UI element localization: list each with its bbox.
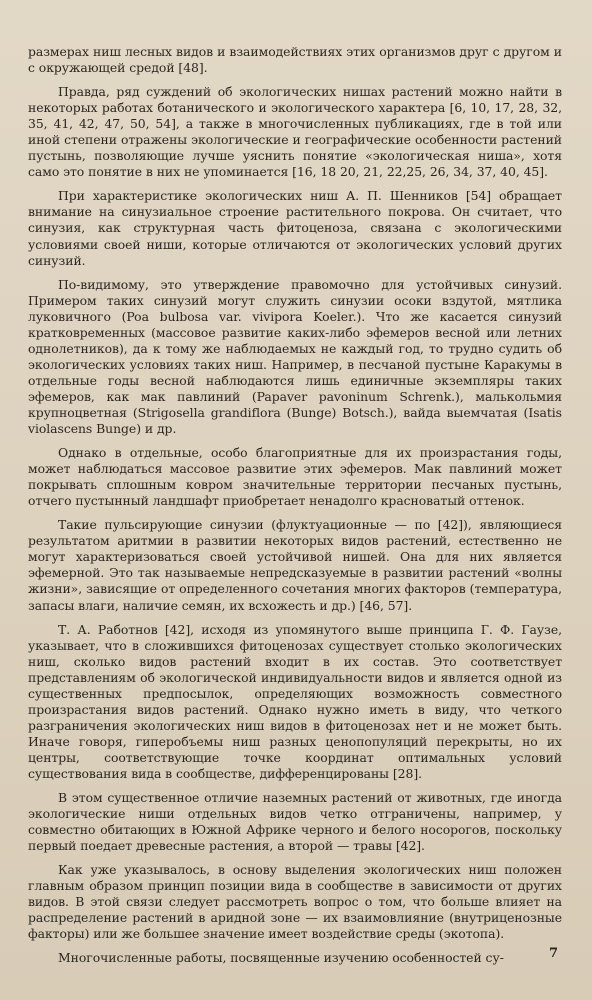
- page-number: 7: [548, 946, 558, 961]
- paragraph-3: При характеристике экологических ниш А. П. Шенников [54] обращает внимание на синузиальное строение растительного покрова. Он считает, что синузия, как структурная часть фитоценоза, связана с экологическими условиями своей ниши, которые отличаются от экологических условий других синузий.: [28, 188, 562, 268]
- paragraph-2: Правда, ряд суждений об экологических нишах растений можно найти в некоторых работах ботанического и экологического характера [6, 10, 17, 28, 32, 35, 41, 42, 47, 50, 54], а также в многочисленных публикациях, где в той или иной степени отражены экологические и географические особенности растений пустынь, позволяющие лучше уяснить понятие «экологическая ниша», хотя само это понятие в них не упоминается [16, 18 20, 21, 22,25, 26, 34, 37, 40, 45].: [28, 84, 562, 180]
- paragraph-8: В этом существенное отличие наземных растений от животных, где иногда экологические ниши отдельных видов четко отграничены, например, у совместно обитающих в Южной Африке черного и белого носорогов, поскольку первый поедает древесные растения, а второй — травы [42].: [28, 790, 562, 854]
- body-text: [28, 44, 562, 966]
- paragraph-1: размерах ниш лесных видов и взаимодействиях этих организмов друг с другом и с окружающей средой [48].: [28, 44, 562, 76]
- paragraph-9: Как уже указывалось, в основу выделения экологических ниш положен главным образом принцип позиции вида в сообществе в зависимости от других видов. В этой связи следует рассмотреть вопрос о том, что больше влияет на распределение растений в аридной зоне — их взаимовлияние (внутриценозные факторы) или же большее значение имеет воздействие среды (экотопа).: [28, 862, 562, 942]
- paragraph-6: Такие пульсирующие синузии (флуктуационные — по [42]), являющиеся результатом аритмии в развитии некоторых видов растений, естественно не могут характеризоваться своей устойчивой нишей. Она для них является эфемерной. Это так называемые непредсказуемые в развитии растений «волны жизни», зависящие от определенного сочетания многих факторов (температура, запасы влаги, наличие семян, их всхожесть и др.) [46, 57].: [28, 517, 562, 613]
- paragraph-10: Многочисленные работы, посвященные изучению особенностей су-: [58, 950, 504, 966]
- paragraph-5: Однако в отдельные, особо благоприятные для их произрастания годы, может наблюдаться массовое развитие этих эфемеров. Мак павлиний может покрывать сплошным ковром значительные территории песчаных пустынь, отчего пустынный ландшафт приобретает ненадолго красноватый оттенок.: [28, 445, 562, 509]
- paragraph-7: Т. А. Работнов [42], исходя из упомянутого выше принципа Г. Ф. Гаузе, указывает, что в сложившихся фитоценозах существует столько экологических ниш, сколько видов растений входит в их состав. Это соответствует представлениям об экологической индивидуальности видов и является одной из существенных предпосылок, определяющих возможность совместного произрастания видов растений. Однако нужно иметь в виду, что четкого разграничения экологических ниш видов в фитоценозах нет и не может быть. Иначе говоря, гиперобъемы ниш разных ценопопуляций перекрыты, но их центры, соответствующие точке координат оптимальных условий существования вида в сообществе, дифференцированы [28].: [28, 621, 562, 781]
- paragraph-4: По-видимому, это утверждение правомочно для устойчивых синузий. Примером таких синузий могут служить синузии осоки вздутой, мятлика луковичного (Poa bulbosa var. vivipora Koeler.). Что же касается синузий кратковременных (массовое развитие каких-либо эфемеров весной или летних однолетников), да к тому же наблюдаемых не каждый год, то трудно судить об экологических условиях таких ниш. Например, в песчаной пустыне Каракумы в отдельные годы весной наблюдаются лишь единичные экземпляры таких эфемеров, как мак павлиний (Papaver pavoninum Schrenk.), малькольмия крупноцветная (Strigosella grandiflora (Bunge) Botsch.), вайда выемчатая (Isatis violascens Bunge) и др.: [28, 276, 562, 437]
